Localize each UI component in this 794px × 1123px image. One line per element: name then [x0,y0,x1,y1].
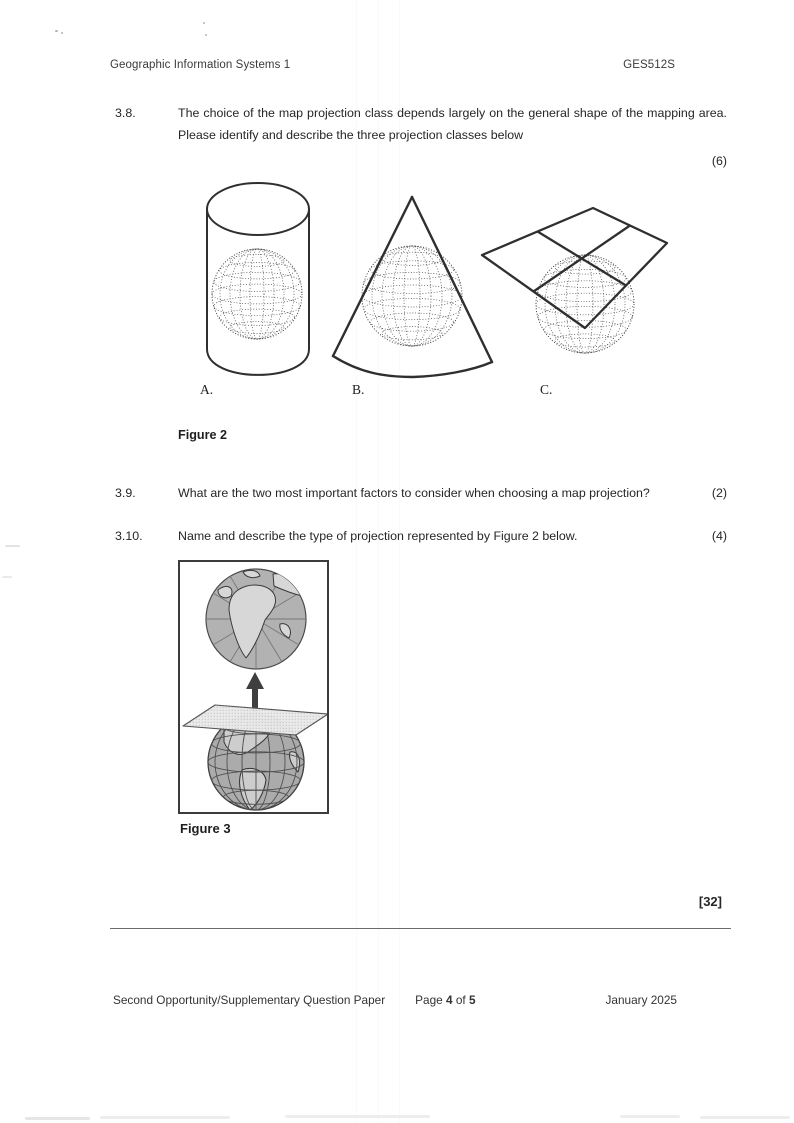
question-3-10 [115,525,727,547]
projected-polar-map-disk [206,569,306,669]
question-3-9 [115,482,727,504]
of-word: of [455,993,466,1007]
azimuthal-projection-illustration [180,562,327,812]
cylindrical-projection-diagram [205,180,311,380]
question-text: The choice of the map projection class depends largely on the general shape of the mapping area. Please identify and describe the three projection classes below [178,106,727,142]
page-header [110,59,675,71]
question-marks: (2) [711,486,727,500]
page-number: 4 [446,993,453,1007]
scan-smudge [5,545,20,547]
panel-label-c: C. [540,382,553,397]
figure-3-caption: Figure 3 [180,821,231,836]
question-marks: (6) [711,154,727,168]
page-total: 5 [468,993,476,1007]
question-number: 3.9. [115,486,136,500]
scan-speck [203,22,205,24]
scan-smudge [100,1116,230,1119]
up-arrow-icon [246,672,264,712]
panel-label-a: A. [200,382,214,397]
page-word: Page [415,993,443,1007]
paper-title: Second Opportunity/Supplementary Question Paper [113,993,386,1007]
scan-speck [205,34,207,36]
scan-smudge [700,1116,790,1119]
question-number: 3.8. [115,106,136,120]
page-footer [113,993,677,1007]
question-3-8 [115,102,727,172]
panel-label-b: B. [352,382,365,397]
scan-smudge [2,576,12,578]
scan-smudge [285,1115,430,1118]
scan-speck [55,30,58,32]
page-indicator [415,993,475,1007]
question-text: Name and describe the type of projection represented by Figure 2 below. [178,529,578,543]
conical-projection-diagram [325,190,497,382]
course-code: GES512S [623,59,675,71]
footer-divider-line [110,928,731,929]
question-number: 3.10. [115,529,143,543]
paper-date: January 2025 [605,993,677,1007]
tangent-plane [183,705,327,735]
scan-smudge [620,1115,680,1118]
total-marks: [32] [698,894,722,909]
question-marks: (4) [711,529,727,543]
question-text: What are the two most important factors to consider when choosing a map projection? [178,486,650,500]
figure-3-image [178,560,329,814]
scan-smudge [25,1117,90,1120]
planar-projection-diagram [480,205,672,357]
course-title: Geographic Information Systems 1 [110,59,291,71]
scan-speck [61,32,63,34]
figure-2-caption: Figure 2 [178,428,227,442]
